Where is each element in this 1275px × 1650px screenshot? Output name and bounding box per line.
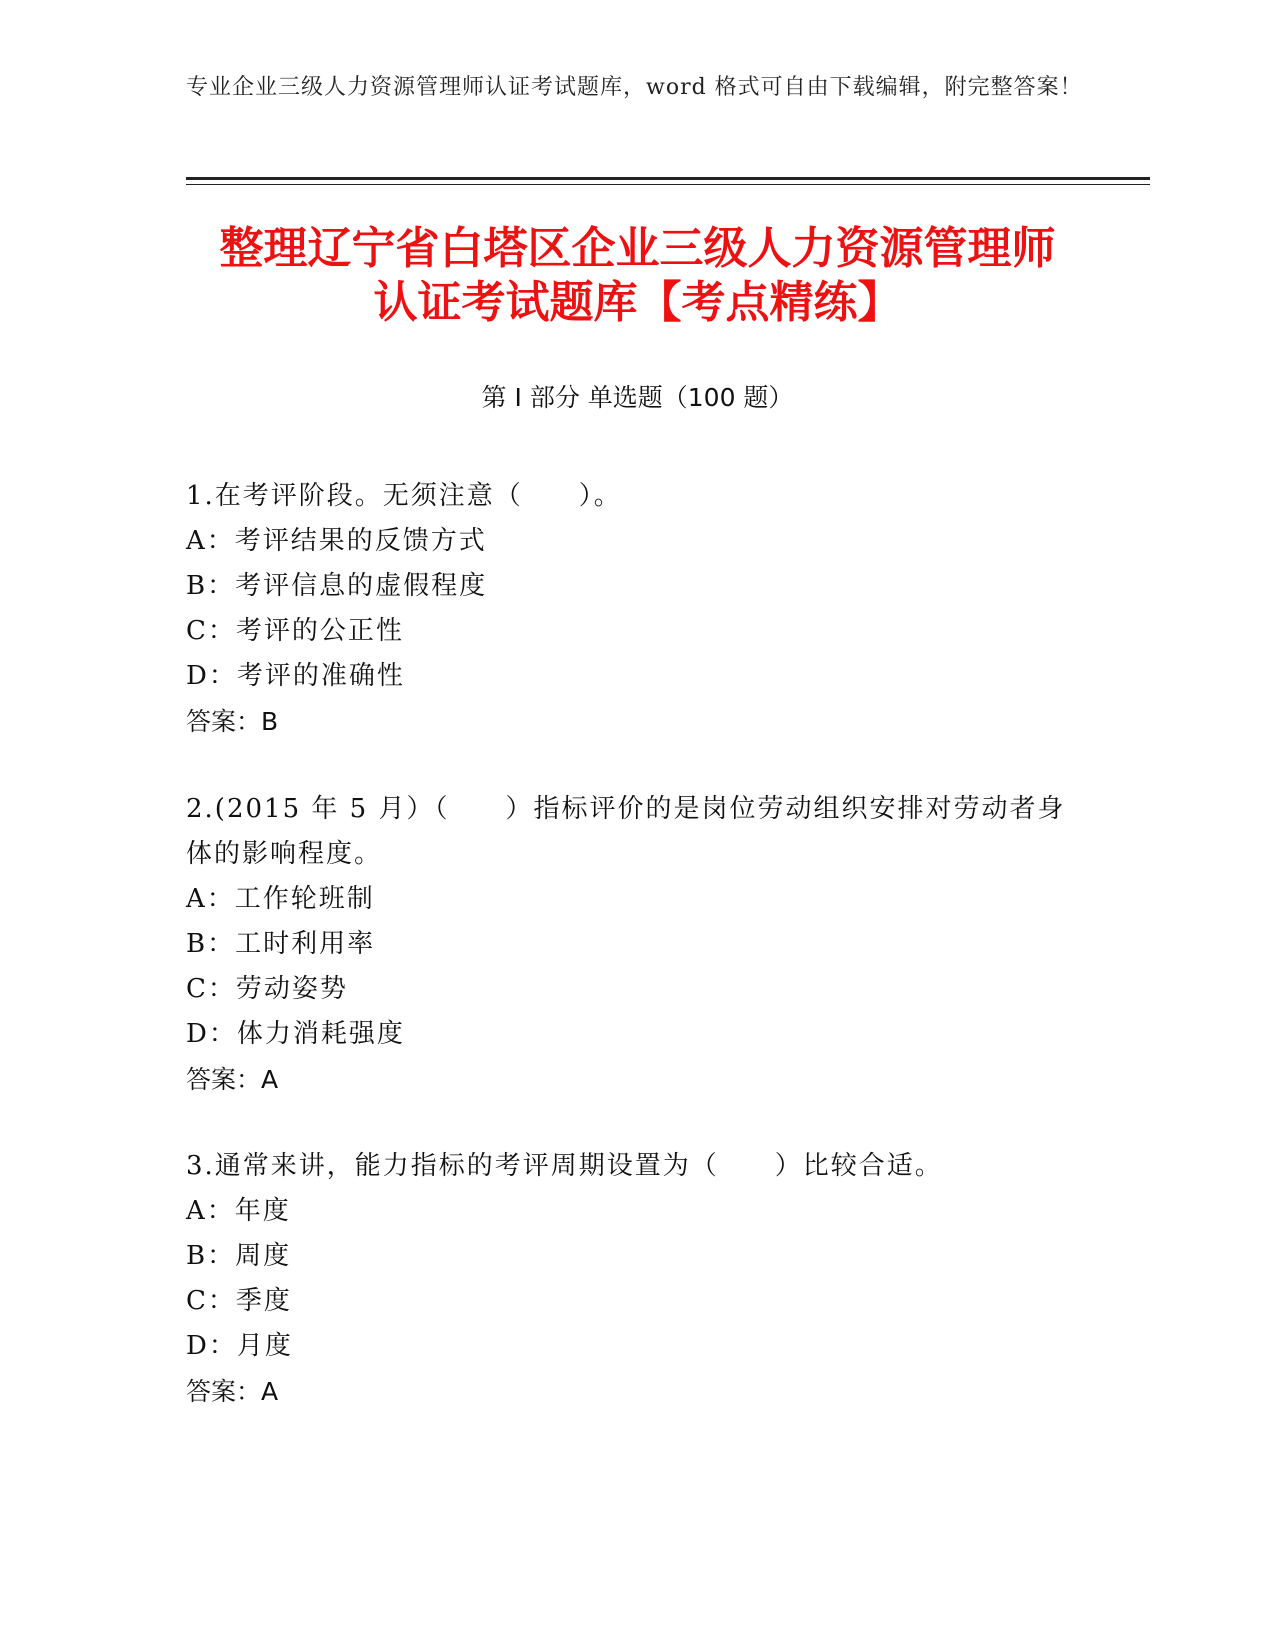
answer: 答案：A [186, 1377, 279, 1406]
question-stem: 1.在考评阶段。无须注意（ ）。 [186, 481, 622, 511]
header-note: 专业企业三级人力资源管理师认证考试题库，word 格式可自由下载编辑，附完整答案！ [186, 75, 1083, 100]
question-1 [186, 474, 1086, 744]
option-d: D：考评的准确性 [186, 661, 405, 691]
question-3 [186, 1144, 1086, 1414]
section-title: 第 I 部分 单选题（100 题） [481, 383, 794, 412]
option-c: C：季度 [186, 1286, 292, 1316]
option-d: D：月度 [186, 1331, 293, 1361]
document-title-line-2: 认证考试题库【考点精练】 [373, 277, 902, 328]
question-2 [186, 787, 1086, 1102]
option-a: A：工作轮班制 [186, 884, 375, 914]
document-title-line-1: 整理辽宁省白塔区企业三级人力资源管理师 [219, 223, 1056, 274]
header-divider [186, 177, 1150, 180]
header-divider-thin [186, 184, 1150, 185]
option-c: C：劳动姿势 [186, 974, 348, 1004]
option-c: C：考评的公正性 [186, 616, 404, 646]
option-d: D：体力消耗强度 [186, 1019, 405, 1049]
option-b: B：考评信息的虚假程度 [186, 571, 488, 601]
answer: 答案：A [186, 1065, 279, 1094]
document-title [150, 222, 1125, 330]
option-a: A：年度 [186, 1196, 291, 1226]
question-stem: 3.通常来讲，能力指标的考评周期设置为（ ）比较合适。 [186, 1151, 943, 1181]
question-stem: 2.(2015 年 5 月）（ ）指标评价的是岗位劳动组织安排对劳动者身体的影响程度。 [186, 794, 1066, 869]
option-b: B：工时利用率 [186, 929, 376, 959]
answer: 答案：B [186, 707, 279, 736]
option-a: A：考评结果的反馈方式 [186, 526, 487, 556]
option-b: B：周度 [186, 1241, 292, 1271]
